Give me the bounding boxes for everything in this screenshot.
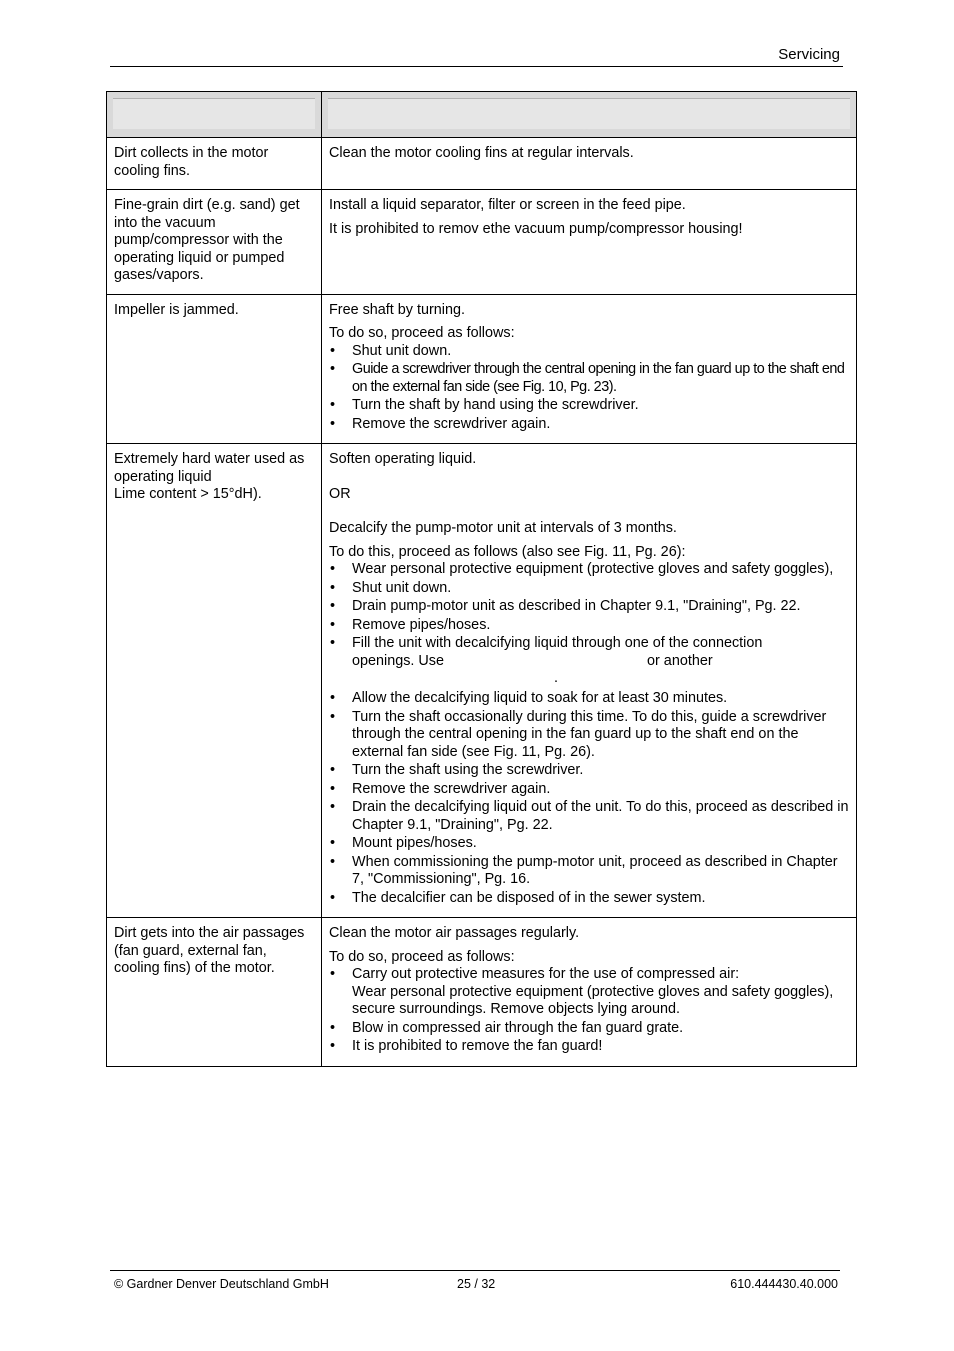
table-row	[107, 918, 857, 1067]
bullet-list	[329, 690, 850, 907]
remedy-cell	[322, 138, 857, 190]
footer-rule	[110, 1270, 840, 1271]
list-item: • Guide a screwdriver through the central opening in the fan guard up to the shaft end on the external fan side (see Fig. 10, Pg. 23).	[329, 361, 850, 396]
header-cell-cause	[107, 92, 322, 138]
remedy-text: It is prohibited to remov ethe vacuum pump/compressor housing!	[329, 220, 743, 237]
list-line: • Carry out protective measures for the use of compressed air:	[352, 966, 740, 982]
list-item	[329, 966, 850, 1019]
fill-dot: .	[554, 670, 558, 686]
table-row	[107, 138, 857, 190]
remedy-text: Clean the motor cooling fins at regular intervals.	[329, 145, 634, 161]
cause-cell: Fine-grain dirt (e.g. sand) get into the vacuum pump/compressor with the operating liquid or pumped gases/vapors.	[107, 190, 322, 295]
remedy-cell	[322, 294, 857, 444]
bullet-list	[329, 343, 850, 434]
list-item: • Shut unit down.	[329, 343, 850, 361]
list-item: • Turn the shaft by hand using the screwdriver.	[329, 397, 850, 415]
footer-page-number: 25 / 32	[457, 1277, 496, 1291]
list-item: • Drain the decalcifying liquid out of the unit. To do this, proceed as described in Chapter 9.1, "Draining", Pg. 22.	[329, 799, 850, 834]
list-item: • Turn the shaft occasionally during this time. To do this, guide a screwdriver through the central opening in the fan guard up to the shaft end on the external fan side (see Fig. 11, Pg. 26).	[329, 709, 850, 762]
cause-cell	[107, 444, 322, 918]
troubleshooting-table	[106, 91, 857, 1067]
cause-line: Lime content > 15°dH).	[114, 486, 262, 502]
list-item: • Shut unit down.	[329, 580, 850, 598]
list-item: • Mount pipes/hoses.	[329, 835, 850, 853]
page-header-title: Servicing	[778, 46, 840, 63]
list-item: • Wear personal protective equipment (protective gloves and safety goggles),	[329, 561, 850, 579]
list-item: • Blow in compressed air through the fan guard grate.	[329, 1020, 850, 1038]
fill-line: Fill the unit with decalcifying liquid through one of the connection	[352, 635, 763, 651]
remedy-text: Install a liquid separator, filter or screen in the feed pipe.	[329, 197, 686, 213]
list-item: • Remove pipes/hoses.	[329, 617, 850, 635]
remedy-text: Clean the motor air passages regularly.	[329, 925, 580, 941]
footer-copyright: © Gardner Denver Deutschland GmbH	[114, 1277, 329, 1291]
bullet-list	[329, 561, 850, 688]
remedy-text: To do so, proceed as follows:	[329, 948, 515, 965]
cause-cell: Impeller is jammed.	[107, 294, 322, 444]
list-line: secure surroundings. Remove objects lying around.	[352, 1001, 680, 1017]
table-row	[107, 444, 857, 918]
remedy-text: To do so, proceed as follows:	[329, 325, 515, 341]
footer-doc-number: 610.444430.40.000	[730, 1277, 838, 1291]
list-item: • Drain pump-motor unit as described in Chapter 9.1, "Draining", Pg. 22.	[329, 598, 850, 616]
table-row	[107, 294, 857, 444]
list-item: • Remove the screwdriver again.	[329, 416, 850, 434]
remedy-text: Soften operating liquid.	[329, 451, 477, 467]
remedy-cell	[322, 444, 857, 918]
cause-line: Extremely hard water used as operating liquid	[114, 451, 305, 485]
fill-suffix: or another	[647, 652, 713, 669]
list-item: • Allow the decalcifying liquid to soak for at least 30 minutes.	[329, 690, 850, 708]
list-item: • Remove the screwdriver again.	[329, 781, 850, 799]
list-line: Wear personal protective equipment (protective gloves and safety goggles),	[352, 983, 834, 1000]
list-item	[329, 635, 850, 688]
remedy-cell	[322, 918, 857, 1067]
list-item: • When commissioning the pump-motor unit, proceed as described in Chapter 7, "Commissioning", Pg. 16.	[329, 854, 850, 889]
table-row	[107, 190, 857, 295]
fill-prefix: openings. Use	[352, 652, 445, 669]
remedy-cell	[322, 190, 857, 295]
header-rule	[110, 66, 843, 67]
header-cell-remedy	[322, 92, 857, 138]
list-item: • It is prohibited to remove the fan guard!	[329, 1038, 850, 1056]
cause-cell: Dirt collects in the motor cooling fins.	[107, 138, 322, 190]
remedy-text: Free shaft by turning.	[329, 301, 465, 318]
remedy-text: Decalcify the pump-motor unit at intervals of 3 months.	[329, 520, 677, 536]
table-header-row	[107, 92, 857, 138]
cause-cell: Dirt gets into the air passages (fan guard, external fan, cooling fins) of the motor.	[107, 918, 322, 1067]
remedy-text: OR	[329, 485, 351, 502]
bullet-list	[329, 966, 850, 1056]
remedy-text: To do this, proceed as follows (also see Fig. 11, Pg. 26):	[329, 543, 686, 560]
list-item: • Turn the shaft using the screwdriver.	[329, 762, 850, 780]
list-item: • The decalcifier can be disposed of in the sewer system.	[329, 890, 850, 908]
